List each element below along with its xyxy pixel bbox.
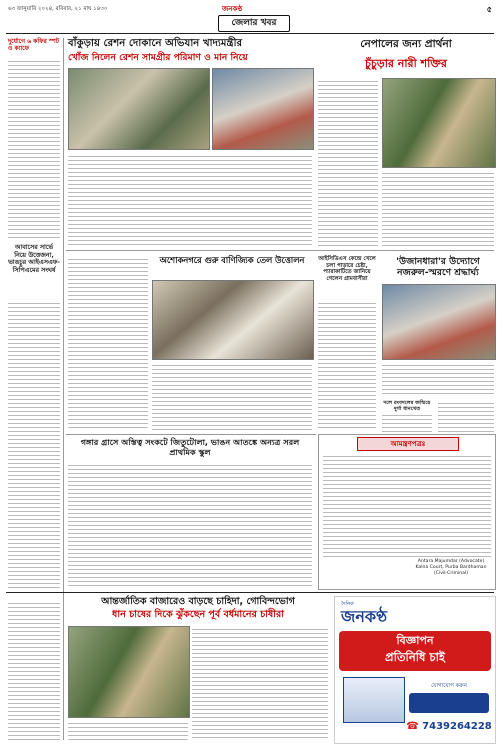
article-title-ganga: গঙ্গার গ্রাসে অস্তিত্ব সংকটে জিতুটোলা, ভাঙন আতঙ্কে অন্যত্র সরল প্রাথমিক স্কুল bbox=[80, 437, 300, 457]
article-title-icds: আইসিডিএস কেন্দ্রে খেলে চলা পাড়ারে চেষ্টা, প্যারাকাটিতে জানিয়ে গেলেন গ্রামবাসীরা bbox=[318, 256, 376, 283]
article-body-ashoknagar bbox=[152, 362, 312, 431]
article-title-govindabhog: আন্তর্জাতিক বাজারেও বাড়ছে চাহিদা, গোবিন্দভোগ bbox=[101, 596, 295, 607]
ashoknagar-photo bbox=[152, 280, 314, 360]
divider bbox=[66, 250, 494, 251]
article-subtitle-govindabhog: ধান চাষের দিকে ঝুঁকছেন পূর্ব বর্ধমানের চাষীরা bbox=[112, 609, 284, 620]
article-title-paddy: দলে রংবদলের জন্মিয়ে দুর্গা ধানখেত bbox=[383, 400, 431, 413]
ad-line2: প্রতিনিধি চাই bbox=[385, 650, 445, 664]
brand-logo-small: জনকণ্ঠ bbox=[222, 5, 243, 13]
article-body-nepal-2 bbox=[382, 170, 494, 248]
ad-brand-small: দৈনিক bbox=[341, 601, 354, 607]
photo-caption bbox=[68, 720, 188, 740]
article-body-abas bbox=[8, 300, 60, 590]
ujandhara-photo bbox=[382, 284, 496, 360]
ad-banner bbox=[339, 631, 491, 671]
article-body-ganga bbox=[68, 462, 312, 588]
ad-phone-number: 7439264228 bbox=[422, 721, 492, 732]
notice-title: আমন্ত্রণপত্রঃ bbox=[357, 437, 459, 451]
article-body-ujandhara bbox=[382, 362, 494, 397]
ad-contact-label: যোগাযোগ করুন bbox=[431, 683, 467, 689]
ad-qr-area bbox=[409, 693, 489, 713]
article-subtitle-nepal: চুঁচুড়ার নারী শক্তির bbox=[365, 57, 447, 70]
ration-photo-1 bbox=[68, 68, 210, 150]
legal-notice bbox=[318, 434, 496, 590]
article-title-abas: আবাসের সার্ভে নিয়ে উত্তেজনা, ভাঙচুর আইএসএফ- সিপিএমের সংঘর্ষ bbox=[8, 244, 60, 274]
article-body-paddy bbox=[382, 412, 432, 432]
page-number: ৫ bbox=[486, 5, 492, 14]
ad-line1: বিজ্ঞাপন bbox=[396, 634, 434, 647]
divider bbox=[66, 434, 316, 435]
article-subtitle-ration: খোঁজ নিলেন রেশন সামগ্রীর পরিমাণ ও মান নিয়ে bbox=[68, 52, 248, 63]
header-rule bbox=[6, 33, 494, 34]
article-title-cafe: দুর্যোগে ৬ কফির স্পট ও ক্যাফে bbox=[8, 38, 60, 53]
article-body-misc-2 bbox=[438, 400, 494, 432]
article-body-nepal bbox=[318, 78, 378, 248]
ad-phone bbox=[405, 721, 493, 733]
article-title-ashoknagar: অশোকনগরে গুরু বাণিজ্যিক তেল উত্তোলন bbox=[159, 255, 305, 265]
recruitment-ad bbox=[334, 596, 496, 744]
article-title-ujandhara: 'উজানধারা'র উদ্যোগে নজরুল-স্মরণে শ্রদ্ধার্ঘ্য bbox=[396, 256, 480, 279]
ration-photo-2 bbox=[212, 68, 314, 150]
article-body-ration bbox=[68, 153, 312, 245]
phone-icon: ☎ bbox=[406, 721, 419, 732]
article-title-nepal: নেপালের জন্য প্রার্থনা bbox=[360, 38, 452, 50]
article-body-misc bbox=[68, 256, 148, 431]
notice-body bbox=[323, 453, 491, 557]
notice-signature-name: Antara Majumdar (Advocate) bbox=[417, 559, 485, 564]
section-title: জেলার খবর bbox=[218, 15, 290, 32]
article-body-cafe bbox=[8, 58, 60, 238]
notice-signature bbox=[409, 559, 493, 577]
ad-brand: জনকণ্ঠ bbox=[341, 607, 388, 626]
nepal-photo bbox=[382, 78, 496, 168]
article-body-govindabhog bbox=[192, 626, 328, 740]
article-title-ration: বাঁকুড়ায় রেশন দোকানে অভিযান খাদ্যমন্ত্রীর bbox=[68, 38, 243, 49]
govindabhog-photo bbox=[68, 626, 190, 718]
article-body-icds bbox=[318, 300, 376, 430]
ad-newspaper-graphic bbox=[343, 677, 405, 723]
notice-signature-court: Kalna Court, Purba Bardhaman bbox=[415, 565, 487, 570]
date-line: ৬৩ জানুয়ারি ২০২৪, রবিবার, ২১ মাঘ ১৪৩০ bbox=[8, 6, 108, 12]
column-divider bbox=[63, 38, 64, 740]
notice-signature-dept: (Civil-Criminal) bbox=[433, 571, 469, 576]
article-body-bottom-left bbox=[8, 600, 60, 740]
bottom-divider bbox=[6, 592, 494, 593]
